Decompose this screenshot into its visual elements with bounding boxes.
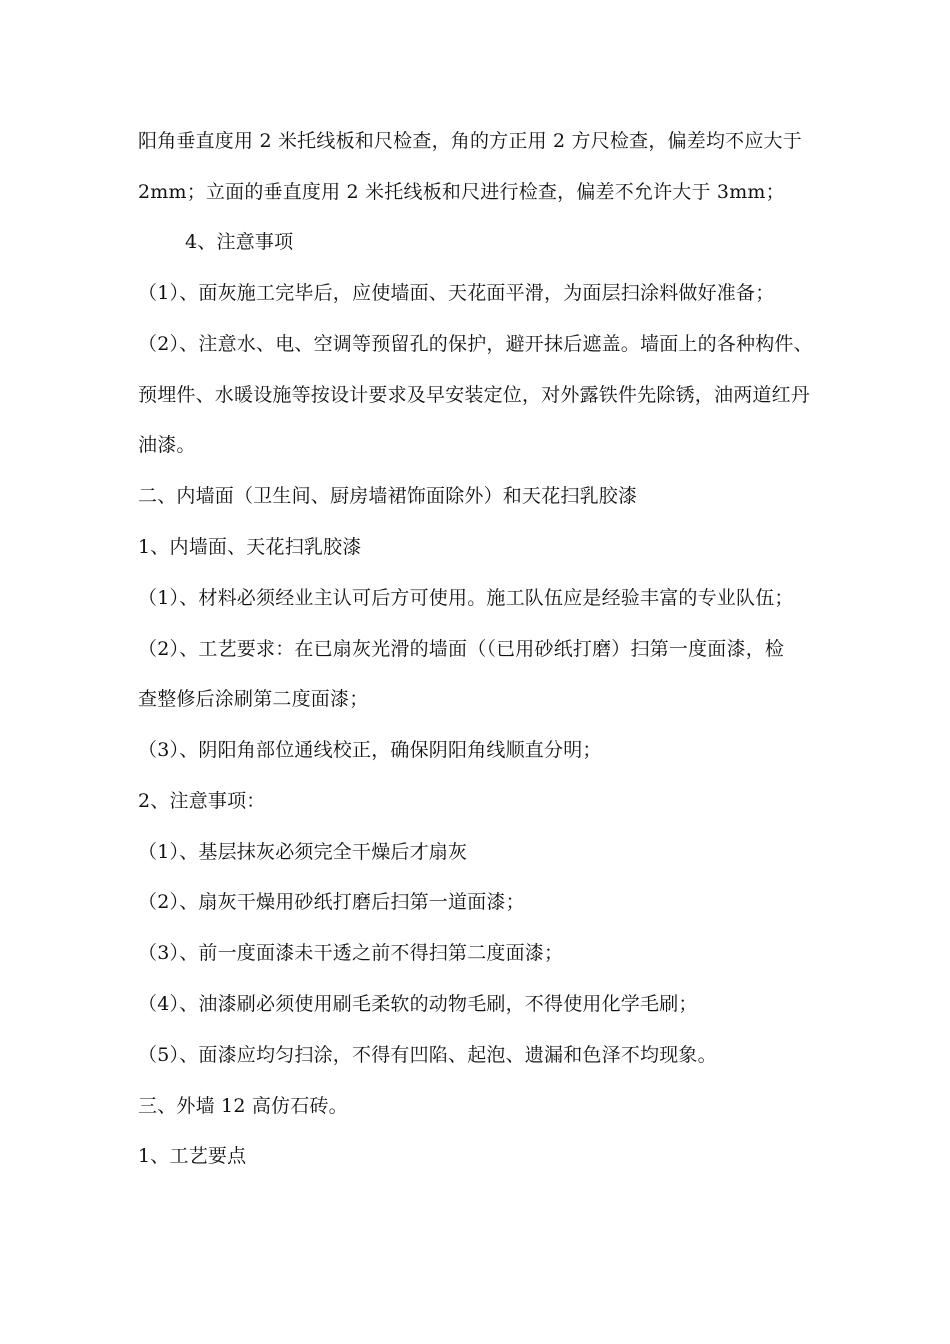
- text-line-15: （1）、基层抹灰必须完全干燥后才扇灰: [138, 841, 468, 863]
- text-line-19: （5）、面漆应均匀扫涂，不得有凹陷、起泡、遗漏和色泽不均现象。: [138, 1044, 717, 1066]
- text-line-13: （3）、阴阳角部位通线校正，确保阴阳角线顺直分明；: [138, 739, 602, 761]
- text-line-16: （2）、扇灰干燥用砂纸打磨后扫第一道面漆；: [138, 891, 525, 913]
- text-line-6: 预埋件、水暖设施等按设计要求及早安装定位，对外露铁件先除锈，油两道红丹: [138, 384, 811, 406]
- text-line-18: （4）、油漆刷必须使用刷毛柔软的动物毛刷，不得使用化学毛刷；: [138, 993, 698, 1015]
- text-line-11: （2）、工艺要求：在已扇灰光滑的墙面（（已用砂纸打磨）扫第一度面漆，检: [138, 638, 785, 660]
- section-heading-3: 三、外墙 12 高仿石砖。: [138, 1095, 348, 1117]
- text-line-1: 阳角垂直度用 2 米托线板和尺检查，角的方正用 2 方尺检查，偏差均不应大于: [138, 130, 802, 152]
- section-heading-4: 4、注意事项: [185, 231, 294, 253]
- subsection-heading-1: 1、内墙面、天花扫乳胶漆: [138, 536, 362, 558]
- section-heading-2: 二、内墙面（卫生间、厨房墙裙饰面除外）和天花扫乳胶漆: [138, 485, 638, 507]
- text-line-12: 查整修后涂刷第二度面漆；: [138, 688, 369, 710]
- text-line-5: （2）、注意水、电、空调等预留孔的保护，避开抹后遮盖。墙面上的各种构件、: [138, 333, 813, 355]
- subsection-heading-3: 1、工艺要点: [138, 1145, 247, 1167]
- text-line-4: （1）、面灰施工完毕后，应使墙面、天花面平滑，为面层扫涂料做好准备；: [138, 282, 775, 304]
- text-line-17: （3）、前一度面漆未干透之前不得扫第二度面漆；: [138, 942, 564, 964]
- subsection-heading-2: 2、注意事项：: [138, 790, 266, 812]
- text-line-7: 油漆。: [138, 434, 196, 456]
- text-line-2: 2mm；立面的垂直度用 2 米托线板和尺进行检查，偏差不允许大于 3mm；: [138, 181, 785, 203]
- text-line-10: （1）、材料必须经业主认可后方可使用。施工队伍应是经验丰富的专业队伍；: [138, 587, 794, 609]
